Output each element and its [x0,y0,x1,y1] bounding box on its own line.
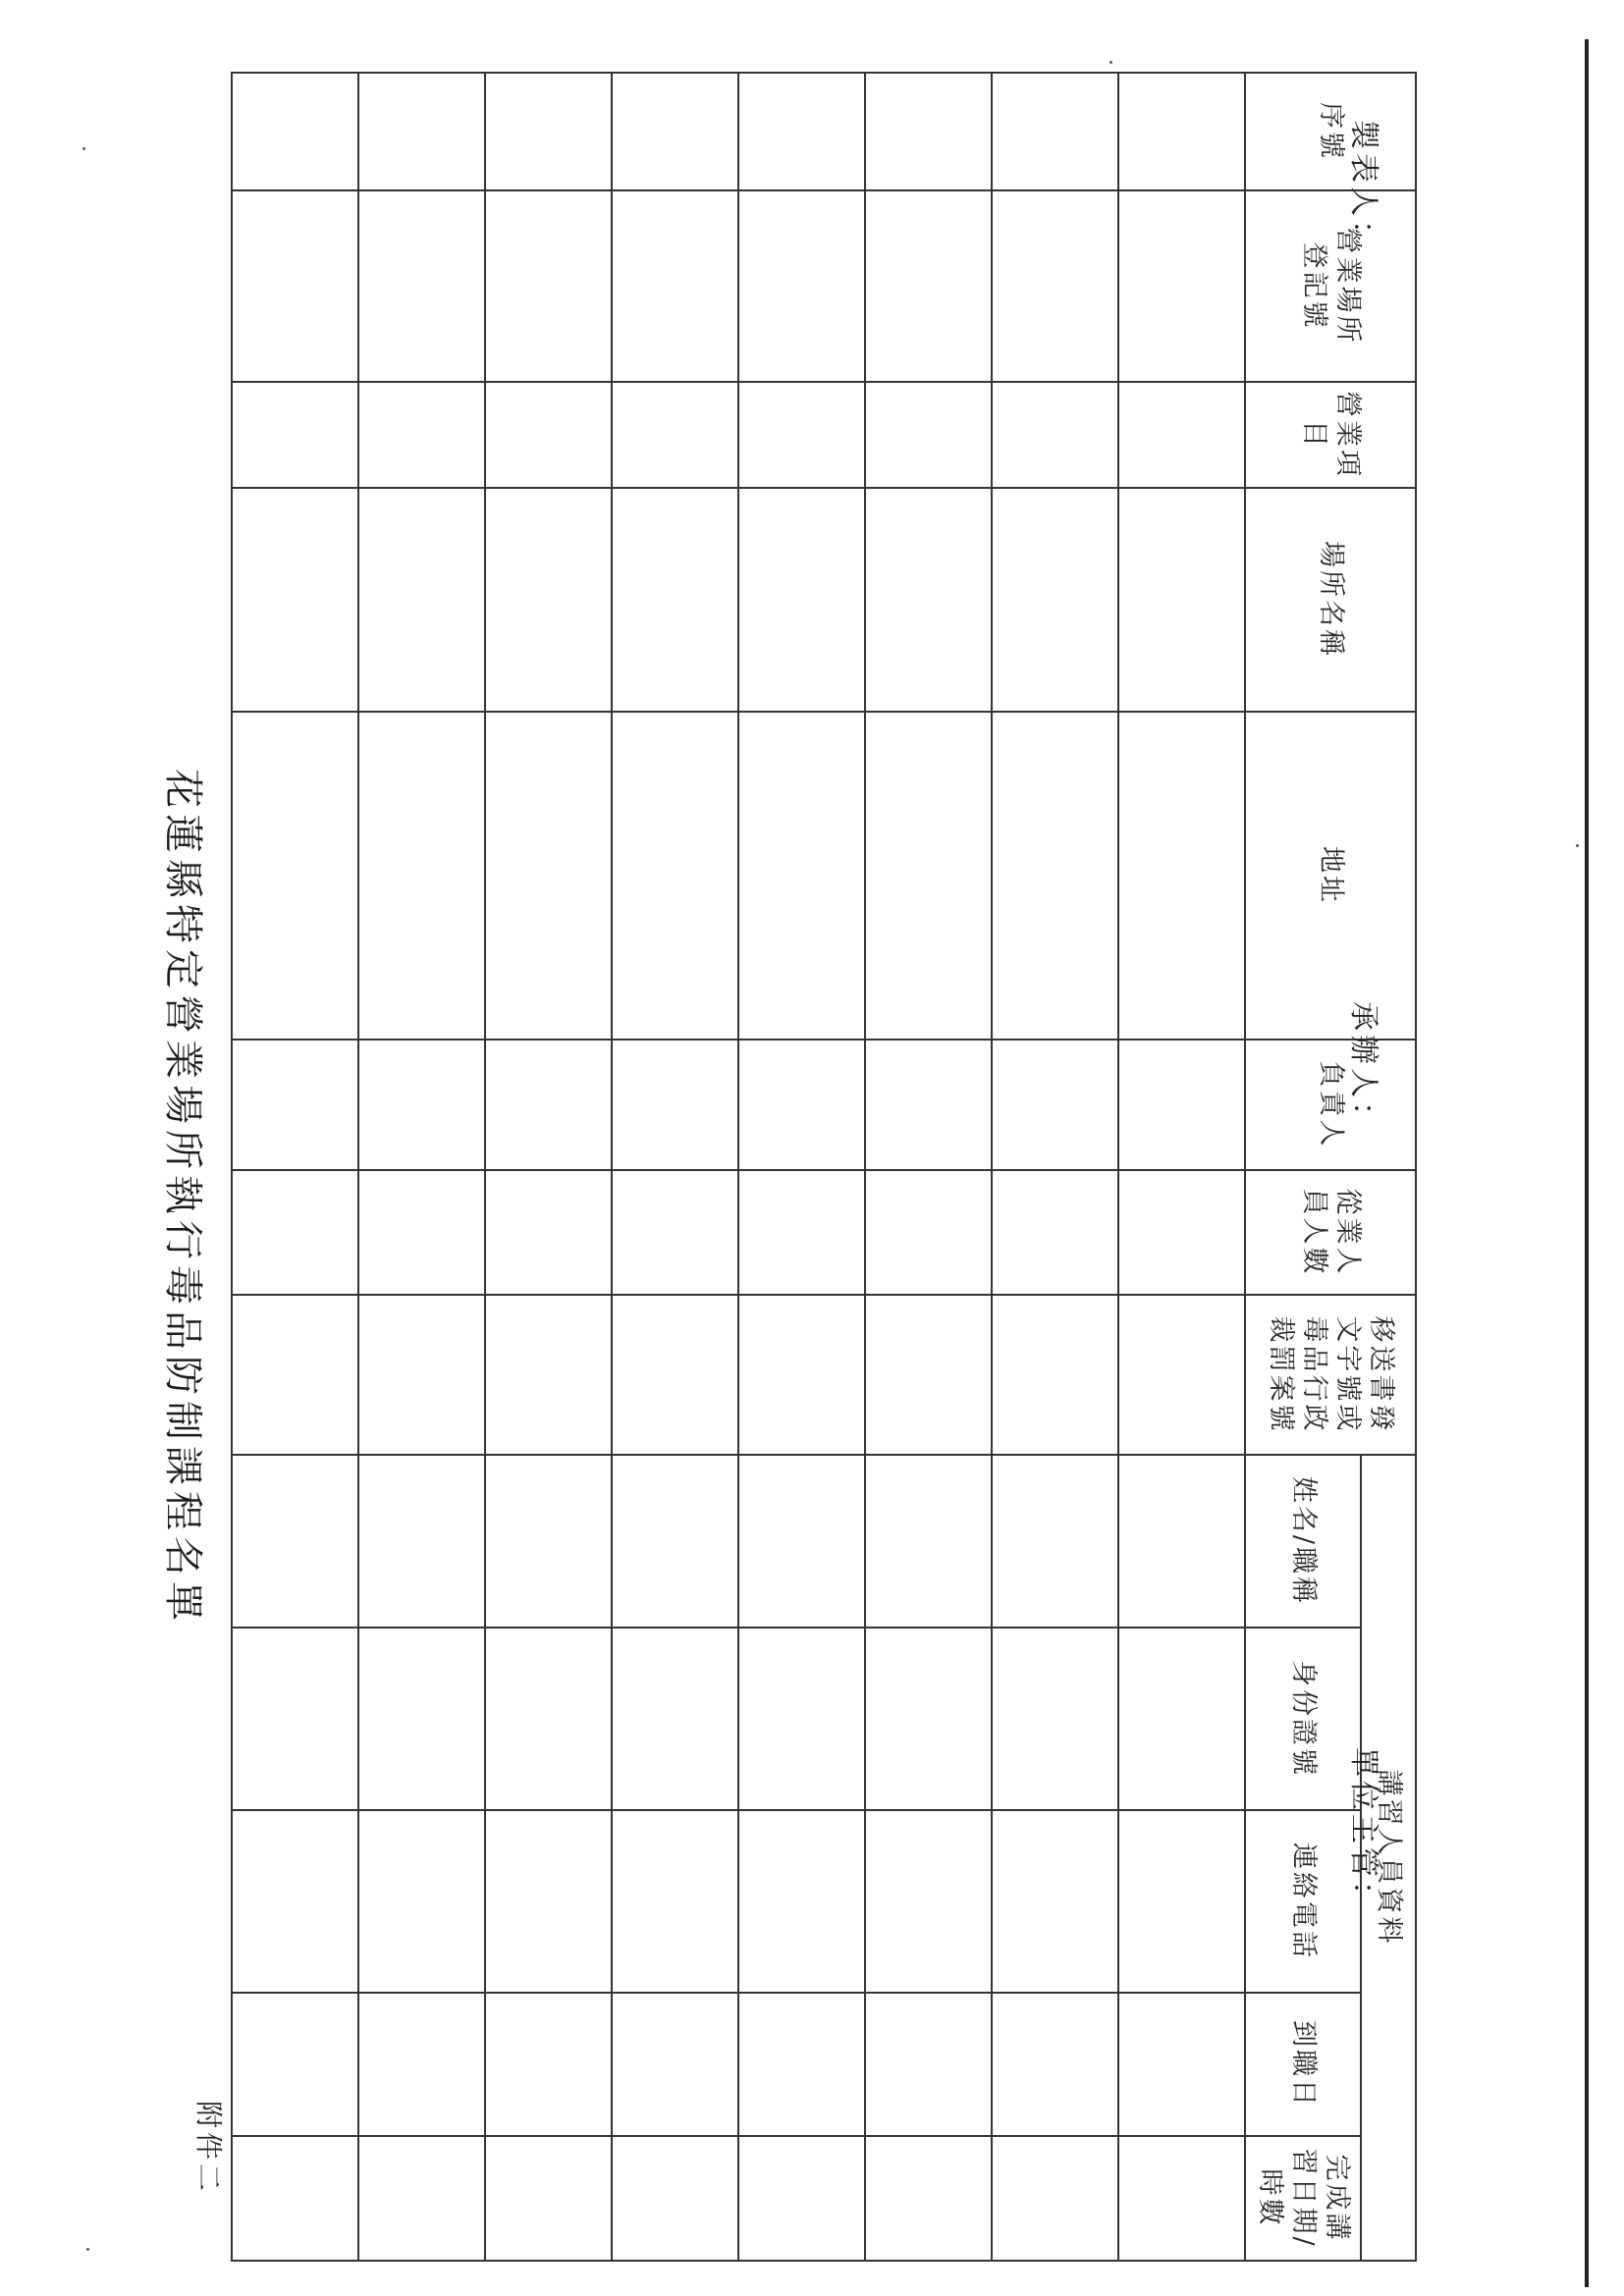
blank-cell [485,1170,612,1295]
header-employee-count: 從業人 員人數 [1245,1170,1416,1295]
blank-cell [1118,1810,1245,1993]
blank-cell [485,2136,612,2261]
blank-cell [358,1810,485,1993]
blank-cell [865,382,992,488]
blank-cell [992,1810,1118,1993]
blank-cell [865,1628,992,1810]
blank-cell [992,1295,1118,1455]
blank-cell [865,1455,992,1628]
blank-cell [865,1810,992,1993]
scan-speck [1576,844,1579,847]
blank-cell [232,488,358,712]
blank-cell [1118,1170,1245,1295]
roster-body [232,73,1245,2261]
blank-cell [612,1628,738,1810]
blank-cell [738,1810,865,1993]
header-trainee-group: 講習人員資料 [1361,1455,1416,2261]
blank-cell [865,1295,992,1455]
blank-cell [612,1040,738,1170]
blank-cell [865,488,992,712]
blank-cell [738,1455,865,1628]
header-registration-number: 營業場所 登記號 [1245,190,1416,382]
blank-cell [485,1040,612,1170]
header-venue-name: 場所名稱 [1245,488,1416,712]
blank-cell [485,1993,612,2136]
blank-cell [738,2136,865,2261]
blank-cell [992,190,1118,382]
blank-cell [865,1040,992,1170]
table-row [485,73,612,2261]
blank-cell [738,1295,865,1455]
signature-handler: 承辦人： [1346,1001,1380,1135]
blank-cell [485,1628,612,1810]
blank-cell [485,73,612,190]
scan-speck [1110,61,1112,64]
blank-cell [485,1810,612,1993]
header-business-type: 營業項 目 [1245,382,1416,488]
blank-cell [232,1040,358,1170]
attachment-label: 附件二 [192,2101,225,2196]
table-row [358,73,485,2261]
blank-cell [1118,73,1245,190]
blank-cell [232,190,358,382]
table-row [1118,73,1245,2261]
blank-cell [738,1993,865,2136]
blank-cell [358,1455,485,1628]
blank-cell [992,712,1118,1040]
blank-cell [612,1993,738,2136]
blank-cell [1118,190,1245,382]
blank-cell [865,1993,992,2136]
blank-cell [358,1993,485,2136]
blank-cell [1118,488,1245,712]
blank-cell [232,73,358,190]
blank-cell [865,2136,992,2261]
blank-cell [232,1628,358,1810]
blank-cell [358,1040,485,1170]
roster-table [231,72,1417,2262]
blank-cell [232,1170,358,1295]
header-id-number: 身份證號 [1245,1628,1361,1810]
blank-cell [485,1295,612,1455]
blank-cell [992,73,1118,190]
blank-cell [358,488,485,712]
blank-cell [358,1295,485,1455]
header-name-title: 姓名/職稱 [1245,1455,1361,1628]
blank-cell [358,712,485,1040]
blank-cell [612,1810,738,1993]
blank-cell [1118,1993,1245,2136]
blank-cell [992,382,1118,488]
blank-cell [232,1810,358,1993]
blank-cell [865,190,992,382]
blank-cell [358,382,485,488]
document-title: 花蓮縣特定營業場所執行毒品防制課程名單 [160,769,205,1627]
blank-cell [1118,1295,1245,1455]
table-row [612,73,738,2261]
blank-cell [612,1455,738,1628]
blank-cell [738,488,865,712]
blank-cell [358,1170,485,1295]
blank-cell [992,488,1118,712]
blank-cell [232,382,358,488]
blank-cell [612,712,738,1040]
blank-cell [612,190,738,382]
table-row [232,73,358,2261]
blank-cell [992,1993,1118,2136]
scan-speck [86,2248,89,2251]
blank-cell [738,1628,865,1810]
blank-cell [358,1628,485,1810]
blank-cell [738,712,865,1040]
blank-cell [992,1170,1118,1295]
blank-cell [738,73,865,190]
blank-cell [1118,382,1245,488]
blank-cell [738,1170,865,1295]
header-serial: 序號 [1245,73,1416,190]
blank-cell [612,73,738,190]
blank-cell [358,73,485,190]
table-row [865,73,992,2261]
blank-cell [232,1295,358,1455]
table-row [738,73,865,2261]
signature-maker: 製表人： [1346,120,1380,253]
signature-supervisor: 單位主管： [1346,1747,1380,1914]
blank-cell [232,712,358,1040]
blank-cell [612,488,738,712]
blank-cell [1118,712,1245,1040]
blank-cell [358,190,485,382]
blank-cell [358,2136,485,2261]
blank-cell [485,488,612,712]
blank-cell [865,712,992,1040]
blank-cell [232,1455,358,1628]
blank-cell [485,382,612,488]
blank-cell [1118,1628,1245,1810]
blank-cell [992,1455,1118,1628]
header-address: 地址 [1245,712,1416,1040]
blank-cell [612,1170,738,1295]
blank-cell [865,1170,992,1295]
blank-cell [738,382,865,488]
header-case-number: 移送書發 文字號或 毒品行政 裁罰案號 [1245,1295,1416,1455]
blank-cell [485,712,612,1040]
blank-cell [485,1455,612,1628]
scan-speck [82,147,85,150]
blank-cell [1118,1455,1245,1628]
blank-cell [865,73,992,190]
blank-cell [485,190,612,382]
blank-cell [992,2136,1118,2261]
table-row [992,73,1118,2261]
blank-cell [612,2136,738,2261]
header-person-in-charge: 負責人 [1245,1040,1416,1170]
blank-cell [1118,2136,1245,2261]
blank-cell [232,1993,358,2136]
blank-cell [232,2136,358,2261]
blank-cell [992,1040,1118,1170]
blank-cell [992,1628,1118,1810]
header-phone: 連絡電話 [1245,1810,1361,1993]
blank-cell [612,1295,738,1455]
blank-cell [1118,1040,1245,1170]
blank-cell [738,190,865,382]
blank-cell [738,1040,865,1170]
header-start-date: 到職日 [1245,1993,1361,2136]
header-completion: 完成講 習日期/ 時數 [1245,2136,1361,2261]
blank-cell [612,382,738,488]
